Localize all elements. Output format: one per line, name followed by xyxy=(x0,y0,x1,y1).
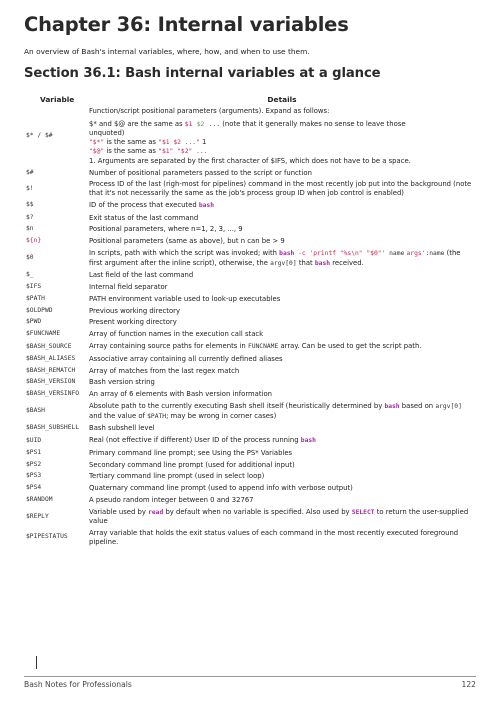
details-cell: Positional parameters (same as above), but n can be > 9 xyxy=(89,237,285,246)
variable-cell: $_ xyxy=(26,271,34,279)
table-row xyxy=(24,494,476,506)
variable-cell: $$ xyxy=(26,201,34,209)
variable-cell: $* / $# xyxy=(26,131,53,139)
table-row xyxy=(24,212,476,224)
details-cell: Primary command line prompt; see Using the PS* Variables xyxy=(89,448,293,457)
table-row xyxy=(24,167,476,179)
table-row xyxy=(24,247,476,269)
details-cell: Array variable that holds the exit status values of each command in the most recently executed foreground pipeline. xyxy=(89,529,459,546)
details-cell: Array of function names in the execution call stack xyxy=(89,330,264,339)
details-cell: Variable used by read by default when no variable is specified. Also used by SELECT to return the user-supplied value xyxy=(89,507,469,526)
table-row xyxy=(24,400,476,422)
variable-cell: $RANDOM xyxy=(26,496,53,504)
details-line: unquoted) xyxy=(89,129,125,138)
text-cursor-mark xyxy=(36,656,37,669)
details-cell: In scripts, path with which the script was invoked; with bash -c 'printf "%s\n" "$0"' name args':name (the first argument after the inline script), otherwise, the argv[0] that bash received. xyxy=(89,248,461,267)
table-row xyxy=(24,340,476,353)
table-row xyxy=(24,365,476,377)
variable-cell: $BASH_VERSINFO xyxy=(26,390,80,398)
variable-cell: $BASH_SOURCE xyxy=(26,342,72,350)
details-cell: Secondary command line prompt (used for additional input) xyxy=(89,460,295,469)
details-cell: Absolute path to the currently executing Bash shell itself (heuristically determined by bash based on argv[0] and the value of $PATH; may be wrong in corner cases) xyxy=(89,401,462,420)
table-row xyxy=(24,483,476,495)
details-cell: Tertiary command line prompt (used in select loop) xyxy=(89,472,265,481)
table-row xyxy=(24,459,476,471)
details-cell: Positional parameters, where n=1, 2, 3, ..., 9 xyxy=(89,225,243,234)
variable-cell: $PS1 xyxy=(26,448,42,456)
variable-cell: $# xyxy=(26,168,34,176)
table-row xyxy=(24,105,476,167)
variable-cell: $0 xyxy=(26,254,34,262)
details-cell: Associative array containing all currently defined aliases xyxy=(89,354,283,363)
chapter-title: Chapter 36: Internal variables xyxy=(24,13,349,36)
details-cell: Process ID of the last (righ-most for pipelines) command in the most recently job put into the background (note that it's not necessarily the same as the job's process group ID when job control is enabled) xyxy=(89,180,472,198)
variable-cell: $! xyxy=(26,184,34,192)
variable-cell: ${n} xyxy=(26,237,42,245)
table-row xyxy=(24,293,476,305)
internal-variables-table xyxy=(24,94,476,548)
table-row xyxy=(24,199,476,212)
details-cell: Last field of the last command xyxy=(89,271,194,280)
variable-cell: $PS2 xyxy=(26,460,42,468)
table-row xyxy=(24,305,476,317)
table-row xyxy=(24,528,476,548)
table-row xyxy=(24,423,476,435)
details-cell: Array of matches from the last regex match xyxy=(89,366,240,375)
table-row xyxy=(24,224,476,236)
section-title: Section 36.1: Bash internal variables at a glance xyxy=(24,66,381,81)
details-line: "$*" is the same as "$1 $2 ..." 1 xyxy=(89,137,207,146)
table-row xyxy=(24,179,476,199)
table-row xyxy=(24,329,476,341)
variable-cell: $BASH xyxy=(26,407,45,415)
page xyxy=(24,12,476,548)
table-row xyxy=(24,377,476,389)
footer-page-number: 122 xyxy=(461,680,476,689)
chapter-intro: An overview of Bash's internal variables, where, how, and when to use them. xyxy=(24,47,310,56)
details-line: $* and $@ are the same as $1 $2 ... (note that it generally makes no sense to leave those xyxy=(89,119,406,128)
variable-cell: $n xyxy=(26,225,34,233)
footer-book-title: Bash Notes for Professionals xyxy=(24,680,132,689)
variable-cell: $BASH_REMATCH xyxy=(26,366,76,374)
variable-cell: $FUNCNAME xyxy=(26,330,61,338)
details-cell: Array containing source paths for elements in FUNCNAME array. Can be used to get the script path. xyxy=(89,342,422,351)
table-row xyxy=(24,236,476,248)
table-row xyxy=(24,447,476,459)
variable-cell: $OLDPWD xyxy=(26,306,53,314)
details-cell: Bash version string xyxy=(89,378,155,387)
variable-cell: $REPLY xyxy=(26,512,49,520)
table-row xyxy=(24,353,476,365)
details-cell: A pseudo random integer between 0 and 32767 xyxy=(89,496,254,505)
details-cell: Number of positional parameters passed to the script or function xyxy=(89,168,312,177)
variable-cell: $PS4 xyxy=(26,484,42,492)
details-line: Function/script positional parameters (arguments). Expand as follows: xyxy=(89,106,330,115)
table-row xyxy=(24,471,476,483)
table-row xyxy=(24,506,476,527)
details-line: 1. Arguments are separated by the first character of $IFS, which does not have to be a space. xyxy=(89,156,411,165)
table-row xyxy=(24,435,476,448)
details-cell: Previous working directory xyxy=(89,306,181,315)
variable-cell: $PIPESTATUS xyxy=(26,533,68,541)
variable-cell: $BASH_VERSION xyxy=(26,378,76,386)
details-cell: Present working directory xyxy=(89,318,177,327)
details-line: "$@" is the same as "$1" "$2" ... xyxy=(89,147,208,156)
details-cell: An array of 6 elements with Bash version information xyxy=(89,390,272,399)
details-cell xyxy=(88,105,476,167)
header-details: Details xyxy=(267,94,297,104)
details-cell: Exit status of the last command xyxy=(89,213,199,222)
table-header-row xyxy=(24,94,476,105)
details-cell: PATH environment variable used to look-up executables xyxy=(89,294,281,303)
details-cell: Real (not effective if different) User ID of the process running bash xyxy=(89,436,316,445)
page-footer xyxy=(24,676,476,689)
table-row xyxy=(24,317,476,329)
details-cell: ID of the process that executed bash xyxy=(89,200,215,209)
variable-cell: $PATH xyxy=(26,294,45,302)
details-cell: Bash subshell level xyxy=(89,424,155,433)
variable-cell: $PS3 xyxy=(26,472,42,480)
header-variable: Variable xyxy=(40,94,75,104)
variable-cell: $BASH_ALIASES xyxy=(26,354,76,362)
table-row xyxy=(24,270,476,282)
table-row xyxy=(24,389,476,401)
table-row xyxy=(24,282,476,294)
variable-cell: $BASH_SUBSHELL xyxy=(26,424,80,432)
variable-cell: $? xyxy=(26,213,34,221)
variable-cell: $PWD xyxy=(26,318,42,326)
details-cell: Internal field separator xyxy=(89,283,168,292)
variable-cell: $UID xyxy=(26,436,42,444)
variable-cell: $IFS xyxy=(26,283,42,291)
details-cell: Quaternary command line prompt (used to append info with verbose output) xyxy=(89,484,353,493)
